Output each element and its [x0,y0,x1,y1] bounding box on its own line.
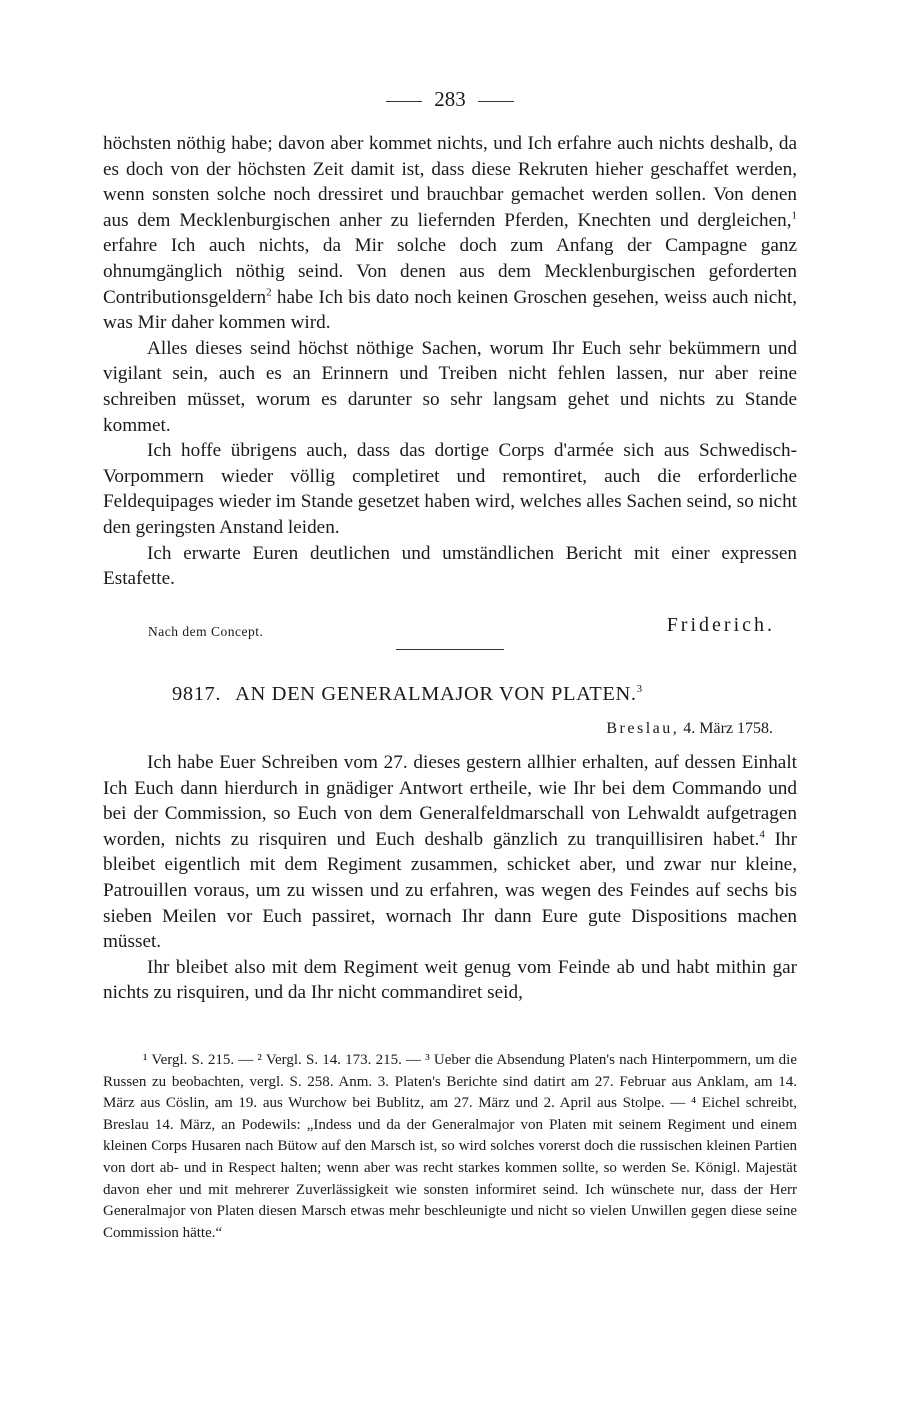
document-number: 9817. [172,683,222,705]
dateline-place: Breslau, [606,720,680,737]
source-note: Nach dem Concept. [148,624,264,639]
footnote-ref: 4 [759,828,765,841]
paragraph: Ich habe Euer Schreiben vom 27. dieses gestern allhier erhalten, auf dessen Einhalt Ich Euch dann hierdurch in gnädiger Antwort ertheile, wie Ihr bei dem Commando und bei der Commission, so Euch von dem Generalfeldmarschall von Lehwaldt aufgetragen worden, nichts zu risquiren und Euch deshalb gänzlich zu tranquillisiren habet.$^4$ Ihr bleibet eigentlich mit dem Regiment zusammen, schicket aber, und zwar nur kleine, Patrouillen voraus, um zu wissen und zu erfahren, was wegen des Feindes auf sechs bis sieben Meilen vor Euch passiret, wornach Ihr dann Eure gute Dispositions machen müsset. [103,752,797,953]
paragraph: Ich hoffe übrigens auch, dass das dortige Corps d'armée sich aus Schwedisch-Vorpommern wieder völlig completiret und remontiret, auch die erforderliche Feldequipages wieder im Stande gesetzet haben wird, welches alles Sachen seind, so nicht den geringsten Anstand leiden. [103,440,797,538]
document-heading [172,683,643,706]
page-header [0,84,900,114]
signature: Friderich. [666,614,775,636]
footnotes [103,1050,797,1244]
footnote-ref: 3 [636,683,643,696]
dateline-date: 4. März 1758. [683,720,773,737]
paragraph: Ihr bleibet also mit dem Regiment weit genug vom Feinde ab und habt mithin gar nichts zu risquiren, und da Ihr nicht commandiret seid, [103,956,797,1004]
dateline [606,720,773,738]
footnote-ref: 2 [266,286,272,299]
document-title: AN DEN GENERALMAJOR VON PLATEN. [235,683,637,705]
header-dash-left [386,101,422,102]
letter-body [103,750,797,1006]
paragraph: Alles dieses seind höchst nöthige Sachen, worum Ihr Euch sehr bekümmern und vigilant sein, auch es an Erinnern und Treiben nicht fehlen lassen, nur aber reine schreiben müsset, worum es darunter so sehr langsam gehet und nichts zu Stande kommet. [103,337,797,436]
section-divider [396,649,504,650]
paragraph: höchsten nöthig habe; davon aber kommet nichts, und Ich erfahre auch nichts deshalb, da es doch von der höchsten Zeit damit ist, dass diese Rekruten hieher geschaffet werden, wenn sonsten solche noch dressiret und brauchbar gemachet werden sollen. Von denen aus dem Mecklenburgischen anher zu liefernden Pferden, Knechten und dergleichen,$^1$ erfahre Ich auch nichts, da Mir solche doch zum Anfang der Campagne ganz ohnumgänglich nöthig seind. Von denen aus dem Mecklenburgischen geforderten Contributionsgeldern$^2$ habe Ich bis dato noch keinen Groschen gesehen, weiss auch nicht, was Mir daher kommen wird. [103,133,797,334]
footnote-text: ¹ Vergl. S. 215. — ² Vergl. S. 14. 173. 215. — ³ Ueber die Absendung Platen's nach Hinterpommern, um die Russen zu beobachten, vergl. S. 258. Anm. 3. Platen's Berichte sind datirt am 27. Februar aus Anklam, am 14. März aus Cöslin, am 19. aus Wurchow bei Bublitz, am 27. März und 2. April aus Stolpe. — ⁴ Eichel schreibt, Breslau 14. März, an Podewils: „Indess und da der Generalmajor von Platen mit seinem Regiment und einem kleinen Corps Husaren nach Bütow auf den Marsch ist, so wird solches vorerst doch die russischen kleinen Partien von dort ab- und in Respect halten; wenn aber was recht starkes kommen sollte, so werden Se. Königl. Majestät davon eher und mit mehrerer Zuverlässigkeit wie sonsten informiret seind. Ich wünschete nur, dass der Herr Generalmajor von Platen diesen Marsch etwas mehr beschleunigte und nicht so vielen Unwillen gegen diese seine Commission hätte.“ [103,1052,797,1241]
page-number: 283 [434,87,466,111]
letter-continuation [103,131,797,592]
header-dash-right [478,101,514,102]
closing-row [103,614,797,644]
paragraph: Ich erwarte Euren deutlichen und umständlichen Bericht mit einer expressen Estafette. [103,542,797,590]
footnote-ref: 1 [791,209,797,222]
